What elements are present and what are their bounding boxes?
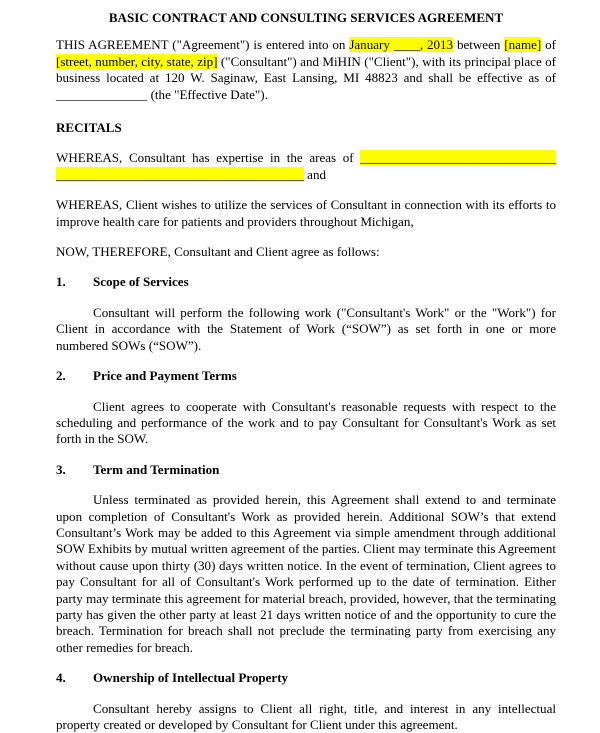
- intro-paragraph: [56, 37, 556, 103]
- section-4-heading: [56, 670, 556, 686]
- section-4-number: 4.: [56, 670, 66, 686]
- expertise-blank-1: ______________________________: [360, 150, 556, 166]
- whereas-expertise-line1: [56, 150, 556, 166]
- intro-text-2: between: [453, 37, 505, 53]
- section-2-body: Client agrees to cooperate with Consultant's reasonable requests with respect to the scheduling and performance of the work and to pay Consultant for Consultant's Work as set forth in the SOW.: [56, 398, 556, 447]
- section-3-title: Term and Termination: [93, 461, 220, 477]
- section-3-number: 3.: [56, 461, 66, 477]
- date-placeholder: January ____, 2013: [349, 37, 454, 53]
- section-1-title: Scope of Services: [93, 274, 189, 290]
- section-3-body: Unless terminated as provided herein, this Agreement shall extend to and terminate upon completion of Consultant's Work as provided herein. Additional SOW’s that extend Consultant’s Work may be added to this Agreement via simple amendment through additional SOW Exhibits by mutual written agreement of the parties. Client may terminate this Agreement without cause upon thirty (30) days written notice. In the event of termination, Client agrees to pay Consultant for all of Consultant's Work performed up to the date of termination. Either party may terminate this agreement for material breach, provided, however, that the terminating party has given the other party at least 21 days written notice of and the opportunity to cure the breach. Termination for breach shall not preclude the terminating party from exercising any other remedies for breach.: [56, 492, 556, 655]
- now-therefore-paragraph: NOW, THEREFORE, Consultant and Client agree as follows:: [56, 244, 380, 260]
- whereas-expertise-line2: [56, 167, 556, 183]
- document-title: BASIC CONTRACT AND CONSULTING SERVICES AGREEMENT: [108, 10, 504, 25]
- section-4-title: Ownership of Intellectual Property: [93, 670, 289, 686]
- address-placeholder: [street, number, city, state, zip]: [56, 53, 218, 69]
- intro-text-3: of: [541, 37, 556, 53]
- expertise-blank-2: ______________________________________: [56, 166, 304, 182]
- section-1-heading: [56, 274, 556, 290]
- section-2-title: Price and Payment Terms: [93, 368, 237, 384]
- section-1-number: 1.: [56, 274, 66, 290]
- section-1-body: Consultant will perform the following work ("Consultant's Work" or the "Work") for Client in accordance with the Statement of Work (“SOW”) as set forth in one or more numbered SOWs (“SOW”).: [56, 304, 556, 353]
- name-placeholder: [name]: [504, 37, 542, 53]
- section-4-body: Consultant hereby assigns to Client all right, title, and interest in any intellectual property created or developed by Consultant for Client under this agreement.: [56, 700, 556, 732]
- section-2-heading: [56, 368, 556, 384]
- whereas-client-paragraph: WHEREAS, Client wishes to utilize the services of Consultant in connection with its efforts to improve health care for patients and providers throughout Michigan,: [56, 197, 556, 229]
- section-2-number: 2.: [56, 368, 66, 384]
- whereas-expertise-tail: and: [303, 166, 326, 182]
- intro-text-4: ("Consultant") and MiHIN ("Client"), with its principal place of business located at 120 W. Saginaw, East Lansing, MI 48823 and shall be effective as of ______________ (the "Effective Date").: [56, 53, 557, 102]
- section-3-heading: [56, 462, 556, 478]
- intro-text-1: THIS AGREEMENT ("Agreement") is entered into on: [56, 37, 350, 53]
- recitals-heading: RECITALS: [56, 120, 122, 136]
- whereas-expertise-text: WHEREAS, Consultant has expertise in the areas of: [56, 150, 361, 166]
